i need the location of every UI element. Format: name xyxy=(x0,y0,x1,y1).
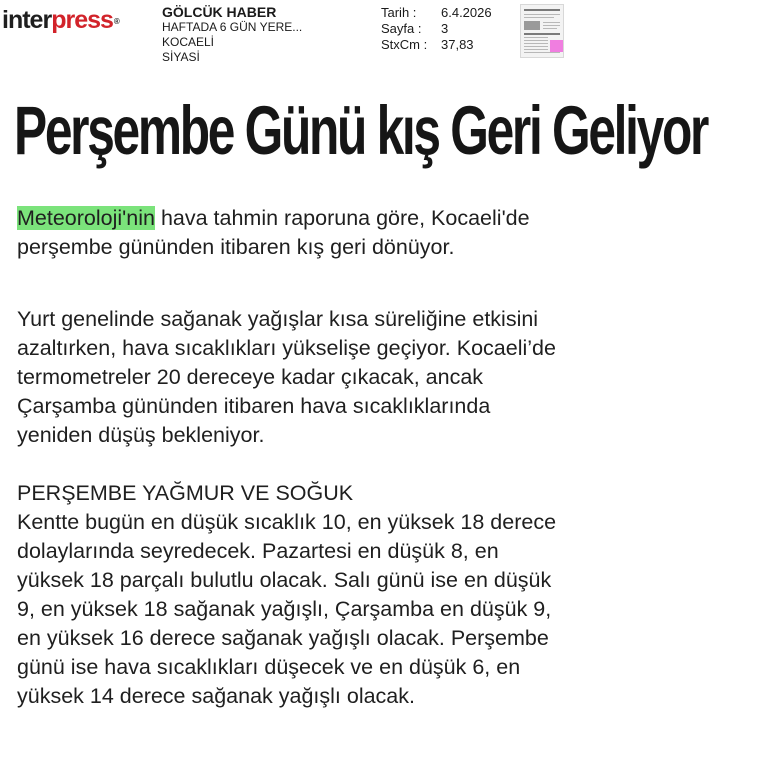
meta-date-row xyxy=(381,5,492,21)
paragraph-2-line: Yurt genelinde sağanak yağışlar kısa süreliğine etkisini xyxy=(17,307,539,331)
page-thumbnail-icon[interactable] xyxy=(520,4,564,58)
paragraph-spacer xyxy=(17,450,707,479)
publication-info xyxy=(162,5,362,65)
highlighted-keyword: Meteoroloji'nin xyxy=(17,206,155,230)
paragraph-3-line: yüksek 18 parçalı bulutlu olacak. Salı günü ise en düşük xyxy=(17,568,552,592)
meta-page-label: Sayfa : xyxy=(381,21,422,36)
registered-mark: ® xyxy=(113,17,119,26)
meta-date-value: 6.4.2026 xyxy=(441,5,492,20)
publication-frequency: HAFTADA 6 GÜN YERE... xyxy=(162,20,303,34)
paragraph-3-line: dolaylarında seyredecek. Pazartesi en düşük 8, en xyxy=(17,539,499,563)
meta-date-label: Tarih : xyxy=(381,5,417,20)
paragraph-2-line: termometreler 20 dereceye kadar çıkacak, ancak xyxy=(17,365,484,389)
publication-name: GÖLCÜK HABER xyxy=(162,4,277,20)
paragraph-3-line: 9, en yüksek 18 sağanak yağışlı, Çarşamba en düşük 9, xyxy=(17,597,552,621)
thumbnail-highlight-mark xyxy=(550,40,563,52)
logo-text-inter: inter xyxy=(2,6,52,34)
publication-section: SİYASİ xyxy=(162,50,200,64)
meta-page-value: 3 xyxy=(441,21,449,36)
meta-stxcm-row xyxy=(381,37,492,53)
paragraph-3-line: yüksek 14 derece sağanak yağışlı olacak. xyxy=(17,684,415,708)
meta-stxcm-value: 37,83 xyxy=(441,37,474,52)
paragraph-3-line: en yüksek 16 derece sağanak yağışlı olacak. Perşembe xyxy=(17,626,549,650)
lead-paragraph xyxy=(17,204,707,262)
clipping-meta xyxy=(381,5,492,53)
paragraph-3-line: Kentte bugün en düşük sıcaklık 10, en yüksek 18 derece xyxy=(17,510,557,534)
article-subheading: PERŞEMBE YAĞMUR VE SOĞUK xyxy=(17,481,354,505)
logo-text-press: press xyxy=(51,6,113,34)
meta-stxcm-label: StxCm : xyxy=(381,37,428,52)
paragraph-2 xyxy=(17,305,707,450)
paragraph-2-line: Çarşamba gününden itibaren hava sıcaklıklarında xyxy=(17,394,491,418)
paragraph-2-line: azaltırken, hava sıcaklıkları yükselişe geçiyor. Kocaeli’de xyxy=(17,336,556,360)
publication-region: KOCAELİ xyxy=(162,35,215,49)
paragraph-3-line: günü ise hava sıcaklıkları düşecek ve en düşük 6, en xyxy=(17,655,521,679)
article-headline: Perşembe Günü kış Geri Geliyor xyxy=(14,92,708,170)
meta-page-row xyxy=(381,21,492,37)
paragraph-3 xyxy=(17,508,707,711)
paragraph-2-line: yeniden düşüş bekleniyor. xyxy=(17,423,265,447)
interpress-logo xyxy=(2,6,119,34)
paragraph-spacer xyxy=(17,262,707,305)
article-body xyxy=(17,204,707,711)
lead-text-line-2: perşembe gününden itibaren kış geri dönüyor. xyxy=(17,235,455,259)
lead-text-line-1: hava tahmin raporuna göre, Kocaeli'de xyxy=(154,206,530,230)
